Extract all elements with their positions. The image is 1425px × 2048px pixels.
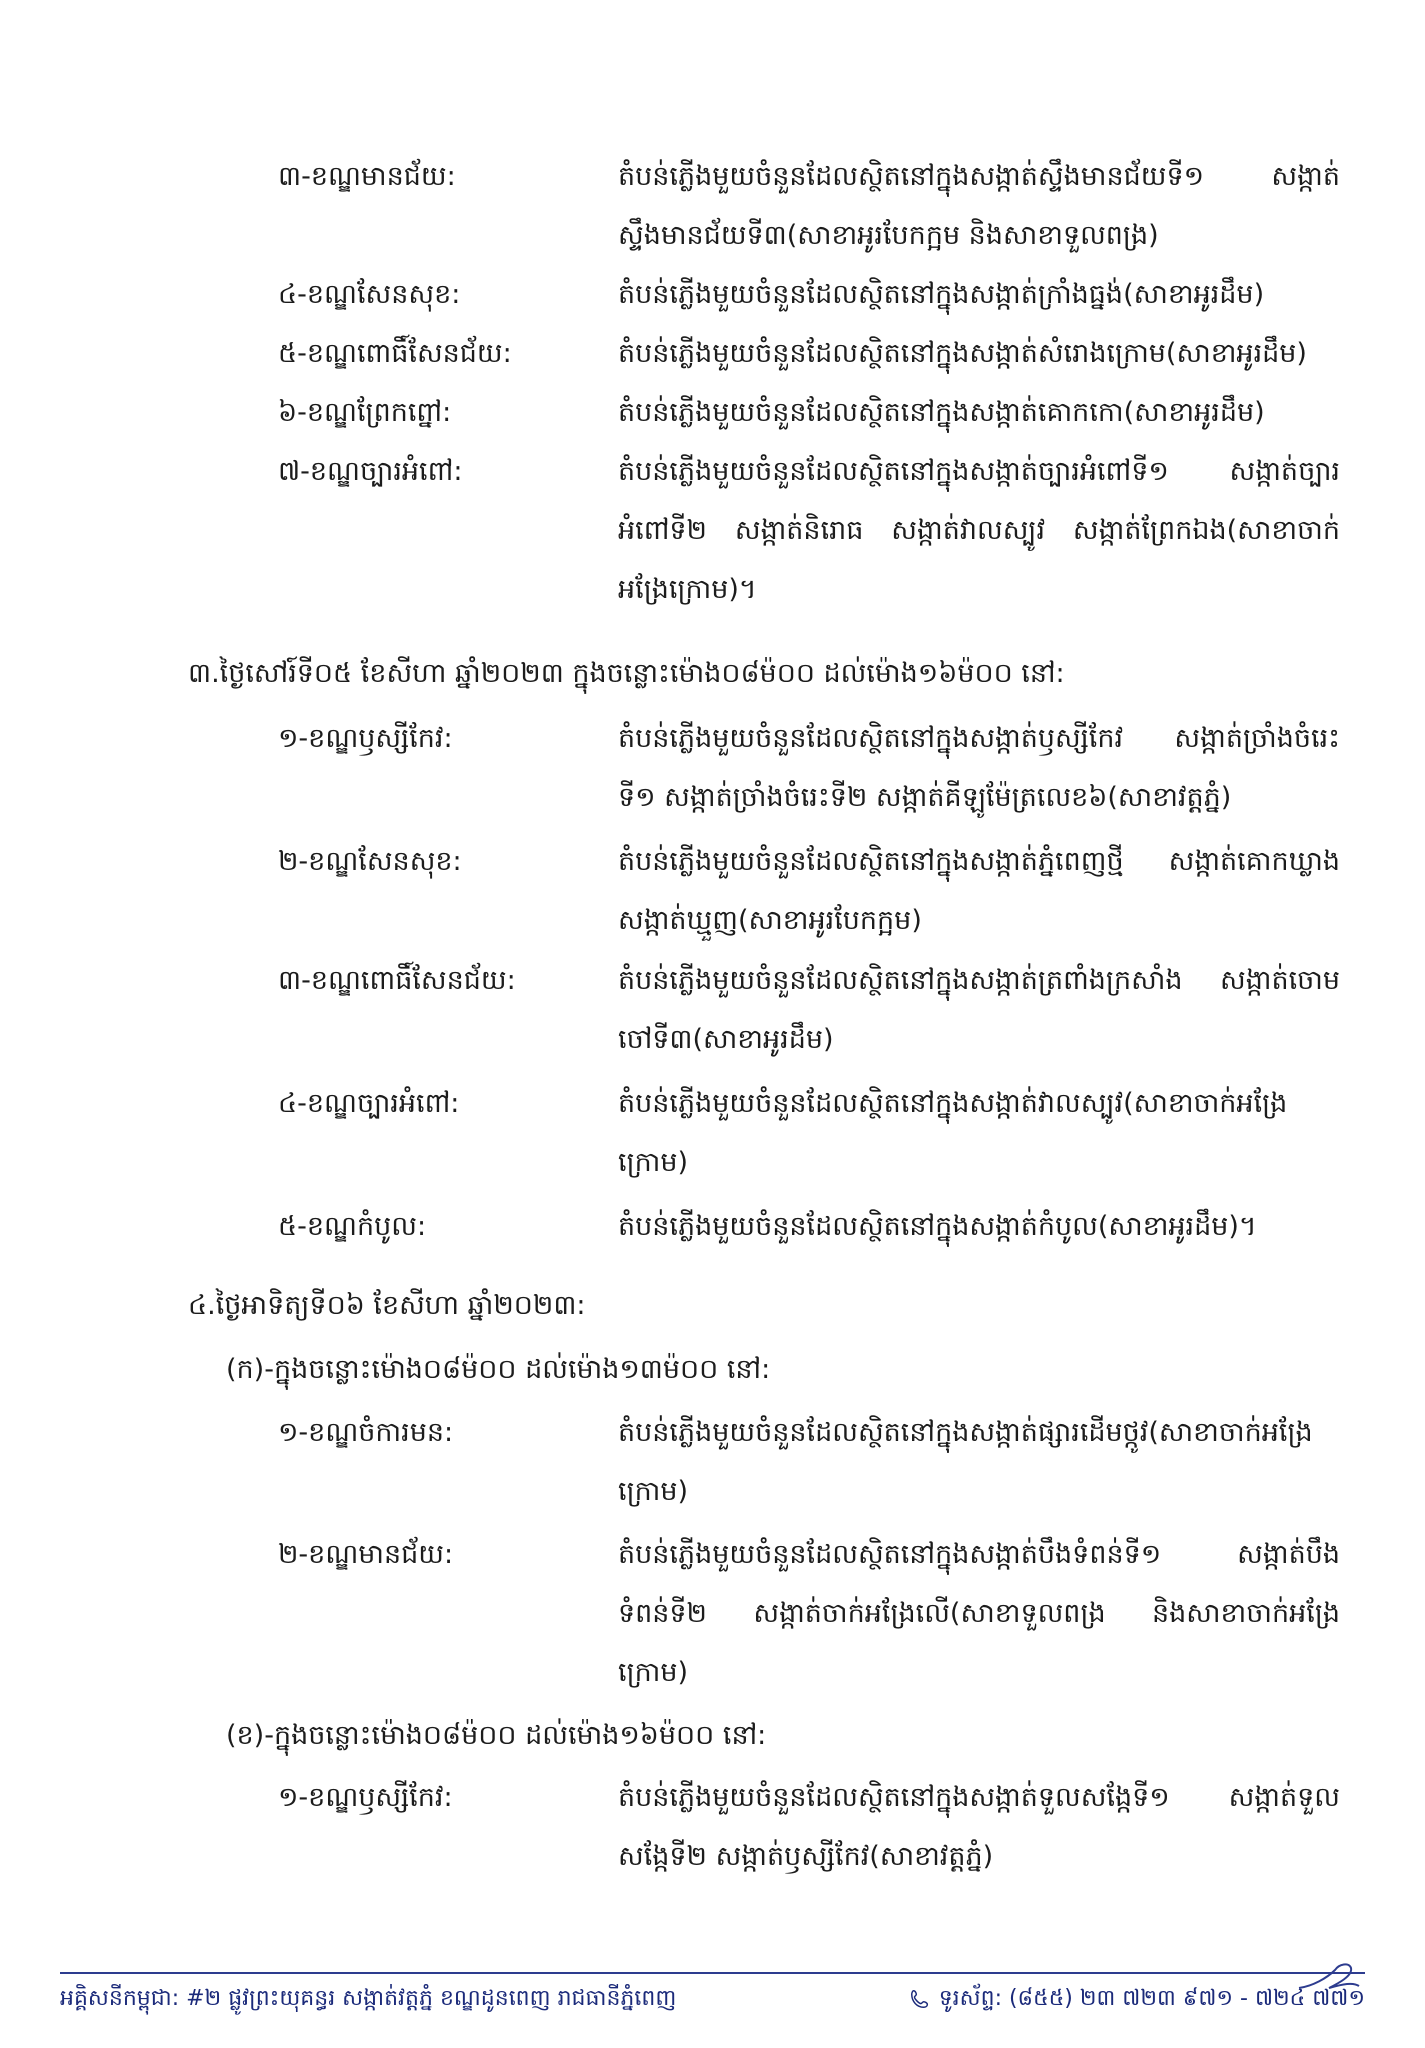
area-description: តំបន់ភ្លើងមួយចំនួនដែលស្ថិតនៅក្នុងសង្កាត់សំរោងក្រោម(សាខាអូរដឹម) xyxy=(618,338,1307,369)
district-label: ២-ខណ្ឌមានជ័យ: xyxy=(278,1539,454,1570)
district-label: ១-ខណ្ឌចំការមន: xyxy=(278,1417,454,1448)
area-description: តំបន់ភ្លើងមួយចំនួនដែលស្ថិតនៅក្នុងសង្កាត់ស្ទឹងមានជ័យទី១ សង្កាត់ xyxy=(618,161,1340,192)
area-description: ចៅទី៣(សាខាអូរដឹម) xyxy=(618,1024,834,1055)
area-description: សង្កែទី២ សង្កាត់ឫស្សីកែវ(សាខាវត្តភ្នំ) xyxy=(618,1841,994,1872)
area-description: ក្រោម) xyxy=(618,1657,688,1688)
district-label: ៣-ខណ្ឌមានជ័យ: xyxy=(278,161,456,192)
footer-divider xyxy=(60,1972,1365,1974)
area-description: តំបន់ភ្លើងមួយចំនួនដែលស្ថិតនៅក្នុងសង្កាត់ក្រាំងធ្នង់(សាខាអូរដឹម) xyxy=(618,279,1265,310)
district-label: ៤-ខណ្ឌសែនសុខ: xyxy=(278,279,461,310)
area-description: សង្កាត់ឃ្មួញ(សាខាអូរបែកក្អម) xyxy=(618,905,922,936)
time-range-heading: (ខ)-ក្នុងចន្លោះម៉ោង០៨ម៉០០ ដល់ម៉ោង១៦ម៉០០ នៅ: xyxy=(226,1720,767,1751)
area-description: អង្រែក្រោម)។ xyxy=(618,574,757,605)
area-description: តំបន់ភ្លើងមួយចំនួនដែលស្ថិតនៅក្នុងសង្កាត់ឫស្សីកែវ សង្កាត់ច្រាំងចំរេះ xyxy=(618,723,1340,754)
district-label: ៥-ខណ្ឌកំបូល: xyxy=(278,1211,427,1242)
area-description: តំបន់ភ្លើងមួយចំនួនដែលស្ថិតនៅក្នុងសង្កាត់វាលស្បូវ(សាខាចាក់អង្រែ xyxy=(618,1088,1288,1119)
area-description: តំបន់ភ្លើងមួយចំនួនដែលស្ថិតនៅក្នុងសង្កាត់ភ្នំពេញថ្មី សង្កាត់គោកឃ្លាង xyxy=(618,846,1340,877)
district-label: ១-ខណ្ឌឫស្សីកែវ: xyxy=(278,1782,453,1813)
footer-phone-text: ទូរស័ព្ទ: (៨៥៥) ២៣ ៧២៣ ៩៧១ - ៧២៤ ៧៧១ xyxy=(938,1986,1365,2011)
day-heading: ៣.ថ្ងៃសៅរ៍ទី០៥ ខែសីហា ឆ្នាំ២០២៣ ក្នុងចន្លោះម៉ោង០៨ម៉០០ ដល់ម៉ោង១៦ម៉០០ នៅ: xyxy=(188,658,1065,689)
area-description: ក្រោម) xyxy=(618,1147,688,1178)
area-description: តំបន់ភ្លើងមួយចំនួនដែលស្ថិតនៅក្នុងសង្កាត់ច្បារអំពៅទី១ សង្កាត់ច្បារ xyxy=(618,456,1340,487)
phone-icon xyxy=(909,1988,931,2010)
day-heading: ៤.ថ្ងៃអាទិត្យទី០៦ ខែសីហា ឆ្នាំ២០២៣: xyxy=(188,1290,586,1321)
area-description: ទី១ សង្កាត់ច្រាំងចំរេះទី២ សង្កាត់គីឡូម៉ែត្រលេខ៦(សាខាវត្តភ្នំ) xyxy=(618,782,1232,813)
area-description: តំបន់ភ្លើងមួយចំនួនដែលស្ថិតនៅក្នុងសង្កាត់កំបូល(សាខាអូរដឹម)។ xyxy=(618,1211,1257,1242)
area-description: ទំពន់ទី២ សង្កាត់ចាក់អង្រែលើ(សាខាទួលពង្រ និងសាខាចាក់អង្រែ xyxy=(618,1598,1340,1629)
area-description: តំបន់ភ្លើងមួយចំនួនដែលស្ថិតនៅក្នុងសង្កាត់ទួលសង្កែទី១ សង្កាត់ទួល xyxy=(618,1782,1340,1813)
time-range-heading: (ក)-ក្នុងចន្លោះម៉ោង០៨ម៉០០ ដល់ម៉ោង១៣ម៉០០ នៅ: xyxy=(226,1354,771,1385)
area-description: តំបន់ភ្លើងមួយចំនួនដែលស្ថិតនៅក្នុងសង្កាត់ត្រពាំងក្រសាំង សង្កាត់ចោម xyxy=(618,965,1340,996)
district-label: ៤-ខណ្ឌច្បារអំពៅ: xyxy=(278,1088,460,1119)
district-label: ៧-ខណ្ឌច្បារអំពៅ: xyxy=(278,456,463,487)
area-description: តំបន់ភ្លើងមួយចំនួនដែលស្ថិតនៅក្នុងសង្កាត់បឹងទំពន់ទី១ សង្កាត់បឹង xyxy=(618,1539,1340,1570)
area-description: អំពៅទី២ សង្កាត់និរោធ សង្កាត់វាលស្បូវ សង្កាត់ព្រែកឯង(សាខាចាក់ xyxy=(618,515,1340,546)
district-label: ៥-ខណ្ឌពោធិ៍សែនជ័យ: xyxy=(278,338,512,369)
district-label: ១-ខណ្ឌឫស្សីកែវ: xyxy=(278,723,453,754)
area-description: តំបន់ភ្លើងមួយចំនួនដែលស្ថិតនៅក្នុងសង្កាត់ផ្សារដើមថ្កូវ(សាខាចាក់អង្រែ xyxy=(618,1417,1313,1448)
area-description: តំបន់ភ្លើងមួយចំនួនដែលស្ថិតនៅក្នុងសង្កាត់គោកកោ(សាខាអូរដឹម) xyxy=(618,397,1265,428)
area-description: ស្ទឹងមានជ័យទី៣(សាខាអូរបែកក្អម និងសាខាទួលពង្រ) xyxy=(618,220,1159,251)
district-label: ៣-ខណ្ឌពោធិ៍សែនជ័យ: xyxy=(278,965,516,996)
district-label: ២-ខណ្ឌសែនសុខ: xyxy=(278,846,462,877)
signature-mark xyxy=(1293,1958,1363,1998)
footer-address: អគ្គិសនីកម្ពុជា: #២ ផ្លូវព្រះយុគន្ធរ សង្កាត់វត្តភ្នំ ខណ្ឌដូនពេញ រាជធានីភ្នំពេញ xyxy=(60,1986,677,2011)
area-description: ក្រោម) xyxy=(618,1476,688,1507)
district-label: ៦-ខណ្ឌព្រែកព្នៅ: xyxy=(278,397,452,428)
